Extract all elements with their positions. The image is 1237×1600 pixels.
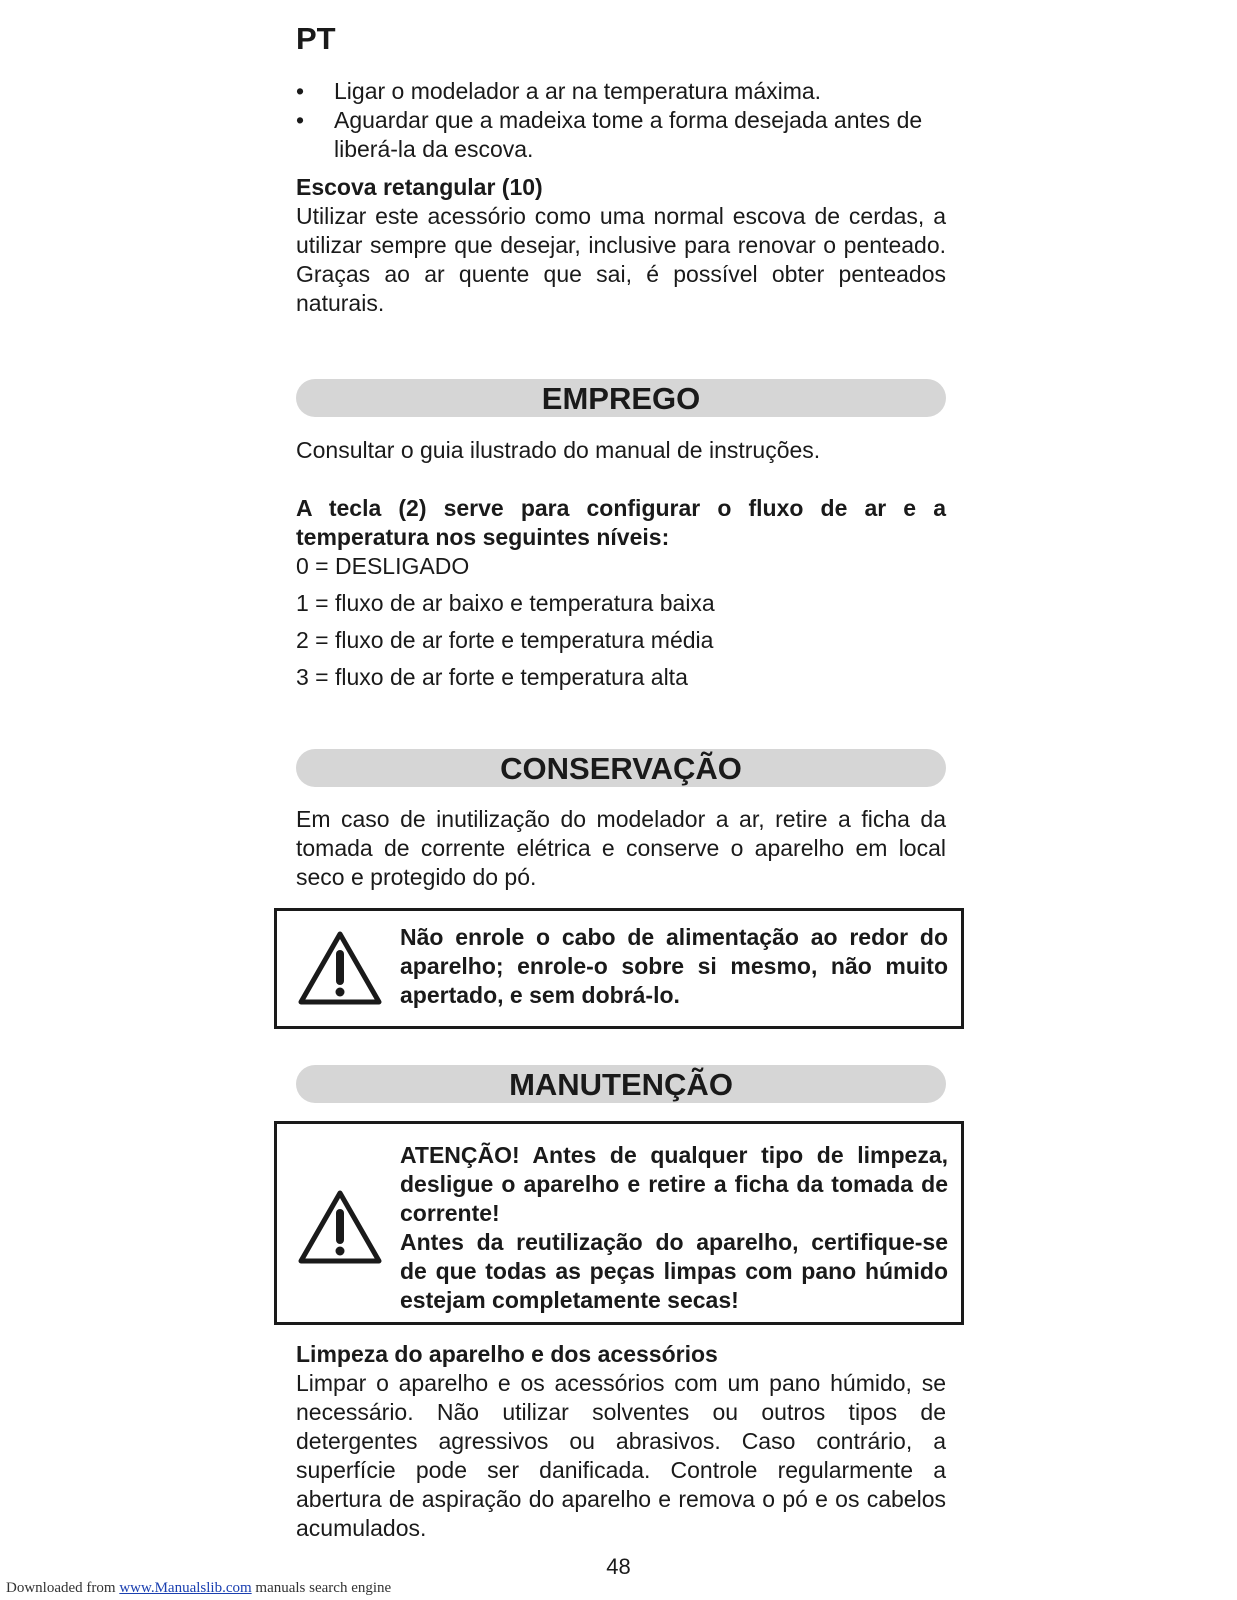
brush-title: Escova retangular (10) [296,174,543,200]
conservacao-text: Em caso de inutilização do modelador a ar, retire a ficha da tomada de corrente elétrica e conserve o aparelho em local seco e protegido do pó. [296,806,946,890]
language-code: PT [296,21,336,56]
list-item: • Ligar o modelador a ar na temperatura máxima. [296,77,946,106]
warning-triangle-icon [297,929,383,1007]
warning-box-cleaning [274,1121,964,1325]
levels-list [296,548,946,696]
warning-dry: Antes da reutilização do aparelho, certifique-se de que todas as peças limpas com pano húmido estejam completamente secas! [400,1229,948,1313]
brush-text: Utilizar este acessório como uma normal escova de cerdas, a utilizar sempre que desejar, inclusive para renovar o penteado. Graças ao ar quente que sai, é possível obter penteados naturais. [296,203,946,316]
footer-suffix: manuals search engine [251,1580,392,1596]
emprego-text: Consultar o guia ilustrado do manual de instruções. [296,437,821,463]
footer-prefix: Downloaded from [6,1580,120,1596]
cleaning-title: Limpeza do aparelho e dos acessórios [296,1341,718,1367]
warning-text-cable: Não enrole o cabo de alimentação ao redor do aparelho; enrole-o sobre si mesmo, não muito apertado, e sem dobrá-lo. [400,924,948,1008]
cleaning-text: Limpar o aparelho e os acessórios com um pano húmido, se necessário. Não utilizar solventes ou outros tipos de detergentes agressivos ou abrasivos. Caso contrário, a superfície pode ser danificada. Controle regularmente a abertura de aspiração do aparelho e remova o pó e os cabelos acumulados. [296,1370,946,1541]
list-item: • Aguardar que a madeixa tome a forma desejada antes de liberá-la da escova. [296,106,946,164]
section-heading-emprego: EMPREGO [296,379,946,417]
cleaning-section [296,1340,946,1543]
list-item: 0 = DESLIGADO [296,553,470,579]
warning-text-cleaning [400,1141,948,1315]
key-intro: A tecla (2) serve para configurar o fluxo de ar e a temperatura nos seguintes níveis: [296,495,946,550]
list-item: 1 = fluxo de ar baixo e temperatura baixa [296,590,715,616]
footer-link[interactable]: www.Manualslib.com [119,1580,252,1596]
section-heading-conservacao: CONSERVAÇÃO [296,749,946,787]
brush-section [296,173,946,318]
list-item: 2 = fluxo de ar forte e temperatura média [296,627,714,653]
download-footer [6,1579,391,1597]
section-heading-manutencao: MANUTENÇÃO [296,1065,946,1103]
intro-bullet-list [296,77,946,164]
warning-box-cable [274,908,964,1029]
list-item: 3 = fluxo de ar forte e temperatura alta [296,664,688,690]
warning-attention: ATENÇÃO! Antes de qualquer tipo de limpeza, desligue o aparelho e retire a ficha da tomada de corrente! [400,1142,948,1226]
page-number: 48 [606,1554,631,1579]
warning-triangle-icon [297,1188,383,1266]
